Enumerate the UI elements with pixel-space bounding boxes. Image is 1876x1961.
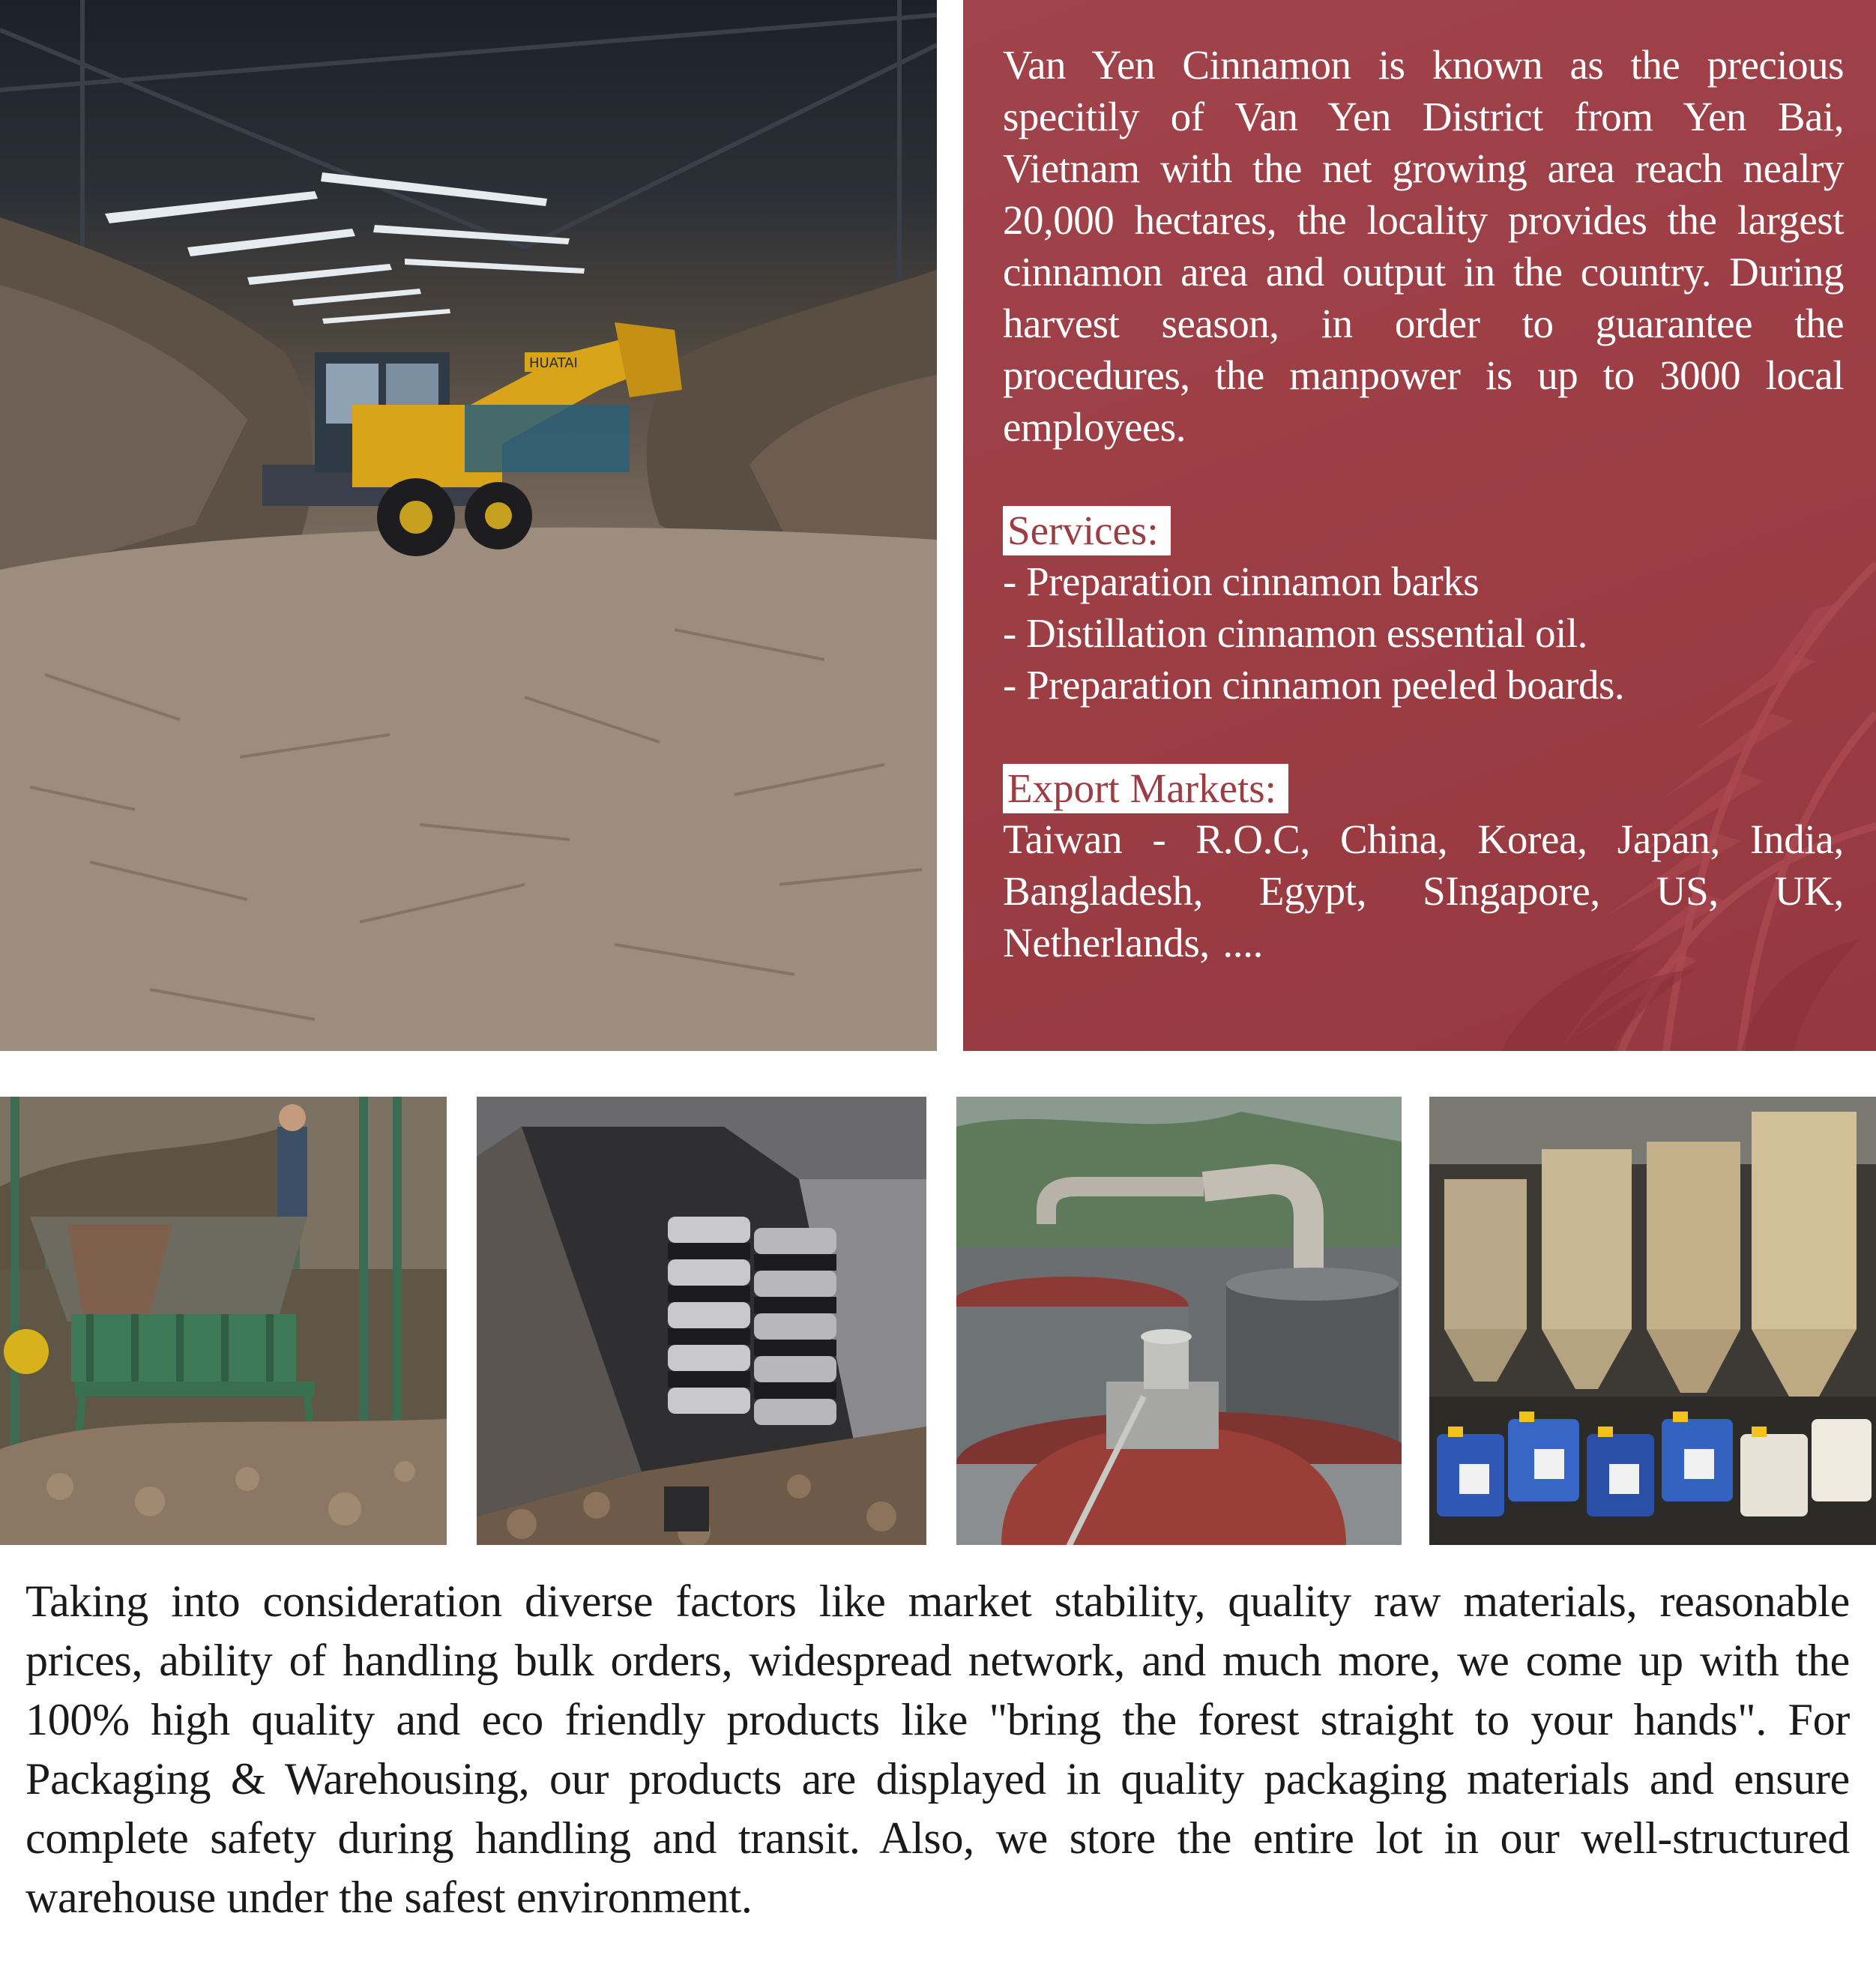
export-markets-list: Taiwan - R.O.C, China, Korea, Japan, India, Bangladesh, Egypt, SIngapore, US, UK, Netherlands, ....: [1003, 816, 1844, 966]
shredder-blades-photo: [477, 1097, 926, 1545]
intro-paragraph: Van Yen Cinnamon is known as the precious specitily of Van Yen District from Yen Bai, Vietnam with the net growing area reach nealry 20,000 hectares, the locality provides the largest cinnamon area and output in the country. During harvest season, in order to guarantee the procedures, the manpower is up to 3000 local employees.: [1003, 42, 1844, 450]
distillation-equipment-photo: [956, 1097, 1402, 1545]
services-heading: Services:: [1003, 506, 1171, 555]
info-panel: [963, 0, 1876, 1051]
service-item: - Preparation cinnamon barks: [1003, 558, 1480, 604]
storage-tanks-photo: [1429, 1097, 1876, 1545]
service-item: - Distillation cinnamon essential oil.: [1003, 610, 1587, 656]
warehouse-photo: [0, 0, 937, 1051]
loader-sign-text: HUATAI: [529, 355, 578, 371]
shredder-machine-photo: [0, 1097, 447, 1545]
export-markets-heading: Export Markets:: [1003, 764, 1288, 813]
wheel-loader: [262, 322, 682, 556]
services-list: [1003, 555, 1844, 711]
service-item: - Preparation cinnamon peeled boards.: [1003, 662, 1625, 708]
company-description-paragraph: Taking into consideration diverse factors like market stability, quality raw materials, reasonable prices, ability of handling bulk orders, widespread network, and much more, we come up with the 100% high quality and eco friendly products like "bring the forest straight to your hands". For Packaging & Warehousing, our products are displayed in quality packaging materials and ensure complete safety during handling and transit. Also, we store the entire lot in our well-structured warehouse under the safest environment.: [25, 1576, 1850, 1922]
